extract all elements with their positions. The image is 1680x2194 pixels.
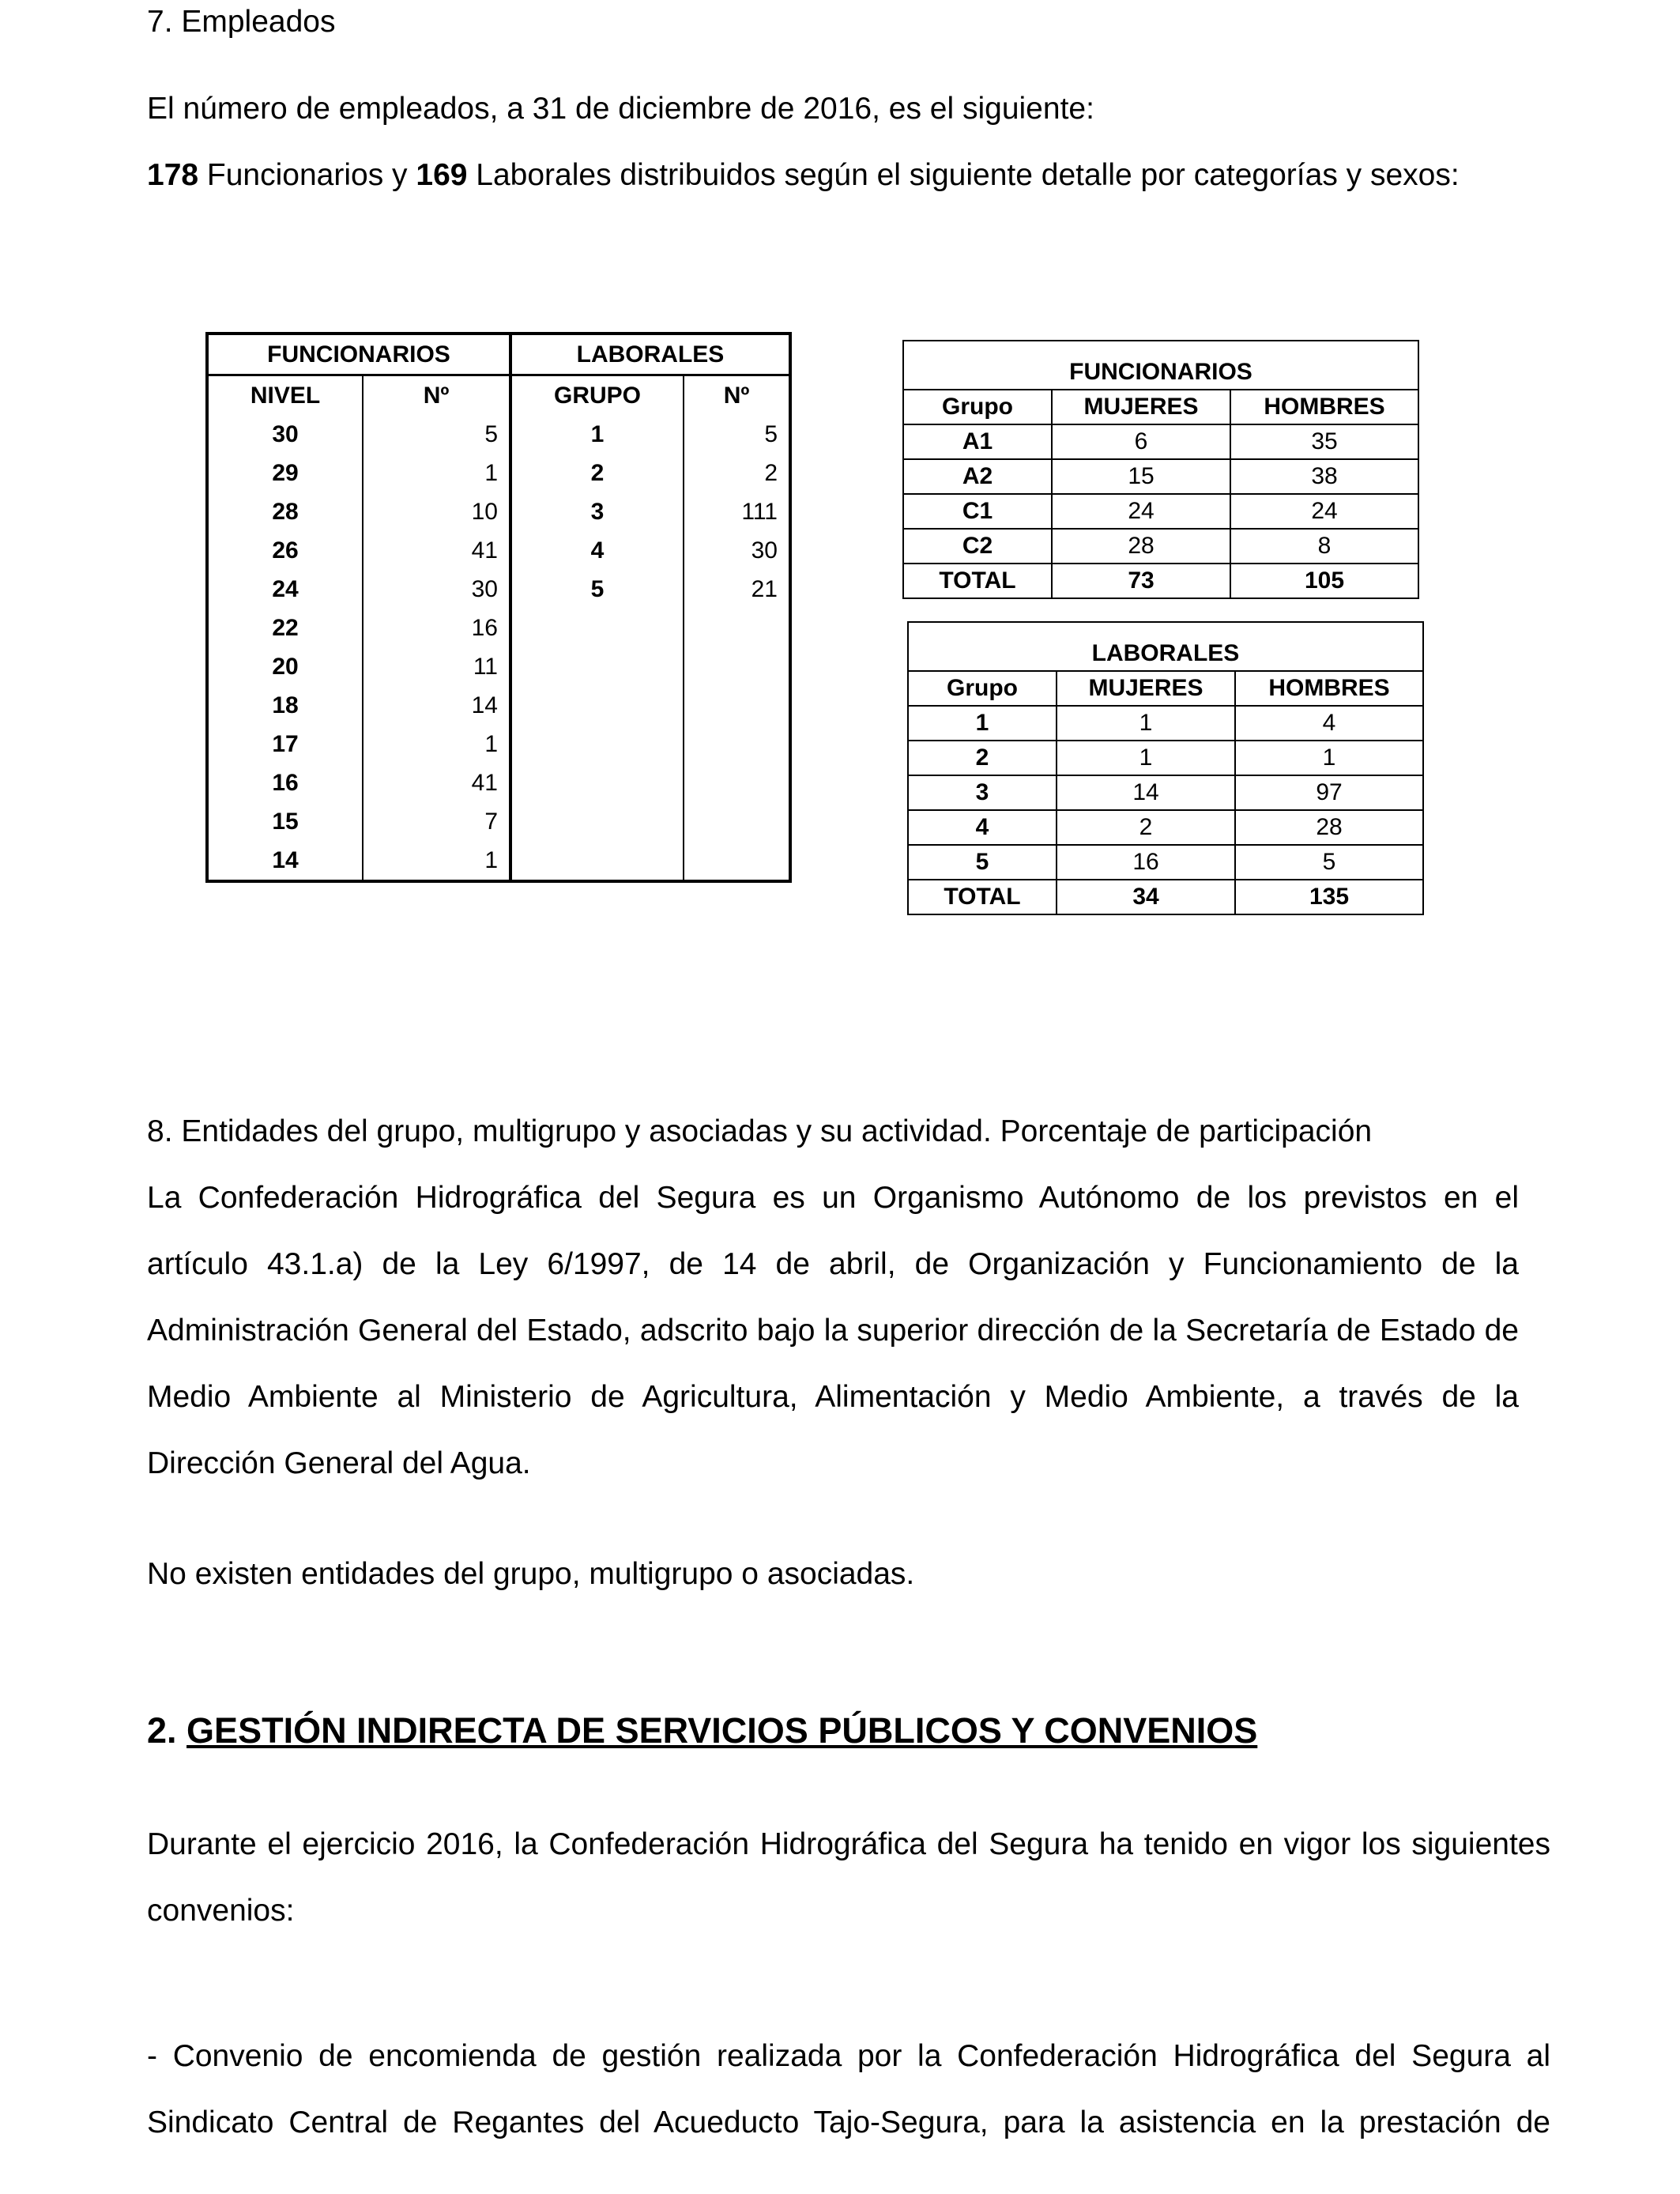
func-cell-mujeres: 24 xyxy=(1052,494,1230,529)
levels-cell-num2 xyxy=(684,841,790,881)
levels-cell-grupo xyxy=(510,647,684,686)
levels-cell-nivel: 30 xyxy=(207,415,363,454)
func-cell-grupo: A1 xyxy=(903,424,1052,459)
func-row xyxy=(903,424,1418,459)
levels-cell-num2 xyxy=(684,609,790,647)
levels-cell-grupo: 1 xyxy=(510,415,684,454)
levels-cell-nivel: 26 xyxy=(207,531,363,570)
levels-cell-nivel: 16 xyxy=(207,763,363,802)
func-cell-grupo: A2 xyxy=(903,459,1052,494)
lab-total-hombres: 135 xyxy=(1235,880,1423,914)
levels-row xyxy=(207,454,790,492)
lab-total-label: TOTAL xyxy=(908,880,1057,914)
levels-row xyxy=(207,763,790,802)
levels-row xyxy=(207,686,790,725)
count-funcionarios: 178 xyxy=(147,158,199,192)
levels-cell-nivel: 28 xyxy=(207,492,363,531)
levels-cell-num: 41 xyxy=(363,763,510,802)
levels-col-num: Nº xyxy=(363,375,510,416)
laborales-table-title: LABORALES xyxy=(908,622,1423,671)
levels-cell-grupo xyxy=(510,725,684,763)
section2-number: 2. xyxy=(147,1710,187,1751)
text-laborales: Laborales distribuidos según el siguiente detalle por categorías y sexos: xyxy=(467,158,1460,192)
func-col-mujeres: MUJERES xyxy=(1052,390,1230,424)
levels-cell-num2: 5 xyxy=(764,420,778,447)
func-cell-hombres: 35 xyxy=(1230,424,1418,459)
levels-header-laborales: LABORALES xyxy=(510,334,790,375)
lab-cell-grupo: 5 xyxy=(908,845,1057,880)
lab-cell-hombres: 5 xyxy=(1235,845,1423,880)
levels-cell-num2 xyxy=(684,802,790,841)
lab-cell-grupo: 4 xyxy=(908,810,1057,845)
levels-row xyxy=(207,609,790,647)
levels-row xyxy=(207,647,790,686)
levels-cell-nivel: 20 xyxy=(207,647,363,686)
lab-cell-mujeres: 14 xyxy=(1057,775,1235,810)
levels-cell-num2 xyxy=(684,686,790,725)
levels-cell-num2: 111 xyxy=(741,498,778,525)
func-row xyxy=(903,529,1418,564)
func-total-label: TOTAL xyxy=(903,564,1052,598)
levels-cell-num: 30 xyxy=(363,570,510,609)
levels-cell-num2 xyxy=(684,725,790,763)
levels-col-nivel: NIVEL xyxy=(207,375,363,416)
lab-cell-mujeres: 16 xyxy=(1057,845,1235,880)
levels-cell-num: 1 xyxy=(363,454,510,492)
func-cell-hombres: 38 xyxy=(1230,459,1418,494)
levels-cell-grupo xyxy=(510,686,684,725)
lab-row xyxy=(908,775,1423,810)
func-row xyxy=(903,459,1418,494)
levels-row xyxy=(207,802,790,841)
levels-col-num2: Nº xyxy=(723,382,750,409)
lab-cell-mujeres: 1 xyxy=(1057,706,1235,741)
levels-cell-num2: 21 xyxy=(751,575,778,602)
func-cell-grupo: C2 xyxy=(903,529,1052,564)
levels-cell-num2: 30 xyxy=(751,537,778,564)
levels-cell-grupo xyxy=(510,609,684,647)
lab-cell-grupo: 1 xyxy=(908,706,1057,741)
lab-col-grupo: Grupo xyxy=(908,671,1057,706)
func-cell-hombres: 8 xyxy=(1230,529,1418,564)
count-laborales: 169 xyxy=(416,158,468,192)
lab-cell-grupo: 2 xyxy=(908,741,1057,775)
levels-cell-grupo: 4 xyxy=(510,531,684,570)
lab-row xyxy=(908,810,1423,845)
levels-cell-nivel: 24 xyxy=(207,570,363,609)
lab-cell-hombres: 97 xyxy=(1235,775,1423,810)
func-total-mujeres: 73 xyxy=(1052,564,1230,598)
section2-intro: Durante el ejercicio 2016, la Confederación Hidrográfica del Segura ha tenido en vigor los siguientes convenios: xyxy=(147,1827,1550,1928)
funcionarios-sexo-table xyxy=(902,340,1419,599)
levels-row xyxy=(207,531,790,570)
func-col-hombres: HOMBRES xyxy=(1230,390,1418,424)
levels-row xyxy=(207,841,790,881)
func-cell-mujeres: 28 xyxy=(1052,529,1230,564)
func-total-hombres: 105 xyxy=(1230,564,1418,598)
lab-col-mujeres: MUJERES xyxy=(1057,671,1235,706)
levels-cell-nivel: 29 xyxy=(207,454,363,492)
section7-summary xyxy=(147,142,1460,209)
levels-cell-nivel: 22 xyxy=(207,609,363,647)
levels-row xyxy=(207,415,790,454)
lab-cell-hombres: 1 xyxy=(1235,741,1423,775)
lab-cell-mujeres: 1 xyxy=(1057,741,1235,775)
levels-cell-grupo: 2 xyxy=(510,454,684,492)
levels-cell-num: 41 xyxy=(363,531,510,570)
levels-cell-nivel: 18 xyxy=(207,686,363,725)
section7-heading: 7. Empleados xyxy=(147,5,336,39)
func-cell-grupo: C1 xyxy=(903,494,1052,529)
section2-heading xyxy=(147,1698,1257,1764)
lab-row xyxy=(908,706,1423,741)
lab-row xyxy=(908,845,1423,880)
levels-cell-num: 10 xyxy=(363,492,510,531)
levels-cell-grupo: 5 xyxy=(510,570,684,609)
levels-cell-nivel: 14 xyxy=(207,841,363,881)
func-row xyxy=(903,494,1418,529)
section8-heading: 8. Entidades del grupo, multigrupo y asociadas y su actividad. Porcentaje de participación xyxy=(147,1114,1373,1148)
lab-cell-mujeres: 2 xyxy=(1057,810,1235,845)
func-cell-mujeres: 6 xyxy=(1052,424,1230,459)
section8-paragraph: La Confederación Hidrográfica del Segura es un Organismo Autónomo de los previstos en el artículo 43.1.a) de la Ley 6/1997, de 14 de abril, de Organización y Funcionamiento de la Administración General del Estado, adscrito bajo la superior dirección de la Secretaría de Estado de Medio Ambiente al Ministerio de Agricultura, Alimentación y Medio Ambiente, a través de la Dirección General del Agua. xyxy=(147,1181,1519,1480)
section2-title: GESTIÓN INDIRECTA DE SERVICIOS PÚBLICOS Y CONVENIOS xyxy=(186,1710,1258,1751)
levels-cell-num: 7 xyxy=(363,802,510,841)
levels-row xyxy=(207,492,790,531)
levels-row xyxy=(207,570,790,609)
lab-total-mujeres: 34 xyxy=(1057,880,1235,914)
levels-cell-num2 xyxy=(684,763,790,802)
levels-cell-num: 5 xyxy=(363,415,510,454)
lab-cell-hombres: 28 xyxy=(1235,810,1423,845)
levels-cell-grupo xyxy=(510,841,684,881)
func-col-grupo: Grupo xyxy=(903,390,1052,424)
func-cell-mujeres: 15 xyxy=(1052,459,1230,494)
levels-cell-num: 11 xyxy=(363,647,510,686)
levels-table xyxy=(205,332,792,883)
levels-col-grupo: GRUPO xyxy=(510,375,684,416)
lab-cell-grupo: 3 xyxy=(908,775,1057,810)
func-cell-hombres: 24 xyxy=(1230,494,1418,529)
levels-cell-num: 1 xyxy=(363,841,510,881)
levels-cell-grupo xyxy=(510,763,684,802)
lab-row xyxy=(908,741,1423,775)
levels-cell-grupo xyxy=(510,802,684,841)
levels-cell-num2 xyxy=(684,647,790,686)
levels-cell-num2: 2 xyxy=(764,459,778,486)
levels-row xyxy=(207,725,790,763)
lab-col-hombres: HOMBRES xyxy=(1235,671,1423,706)
levels-header-funcionarios: FUNCIONARIOS xyxy=(207,334,510,375)
text-funcionarios: Funcionarios y xyxy=(198,158,416,192)
levels-cell-num: 1 xyxy=(363,725,510,763)
section2-item1: - Convenio de encomienda de gestión realizada por la Confederación Hidrográfica del Segura al Sindicato Central de Regantes del Acueducto Tajo-Segura, para la asistencia en la prestación de xyxy=(147,2039,1550,2139)
section7-intro: El número de empleados, a 31 de diciembre de 2016, es el siguiente: xyxy=(147,92,1094,126)
levels-cell-num: 16 xyxy=(363,609,510,647)
funcionarios-table-title: FUNCIONARIOS xyxy=(903,341,1418,390)
levels-cell-nivel: 15 xyxy=(207,802,363,841)
levels-cell-grupo: 3 xyxy=(510,492,684,531)
levels-cell-num: 14 xyxy=(363,686,510,725)
section8-no-entities: No existen entidades del grupo, multigrupo o asociadas. xyxy=(147,1557,915,1591)
levels-cell-nivel: 17 xyxy=(207,725,363,763)
lab-cell-hombres: 4 xyxy=(1235,706,1423,741)
laborales-sexo-table xyxy=(907,621,1424,915)
